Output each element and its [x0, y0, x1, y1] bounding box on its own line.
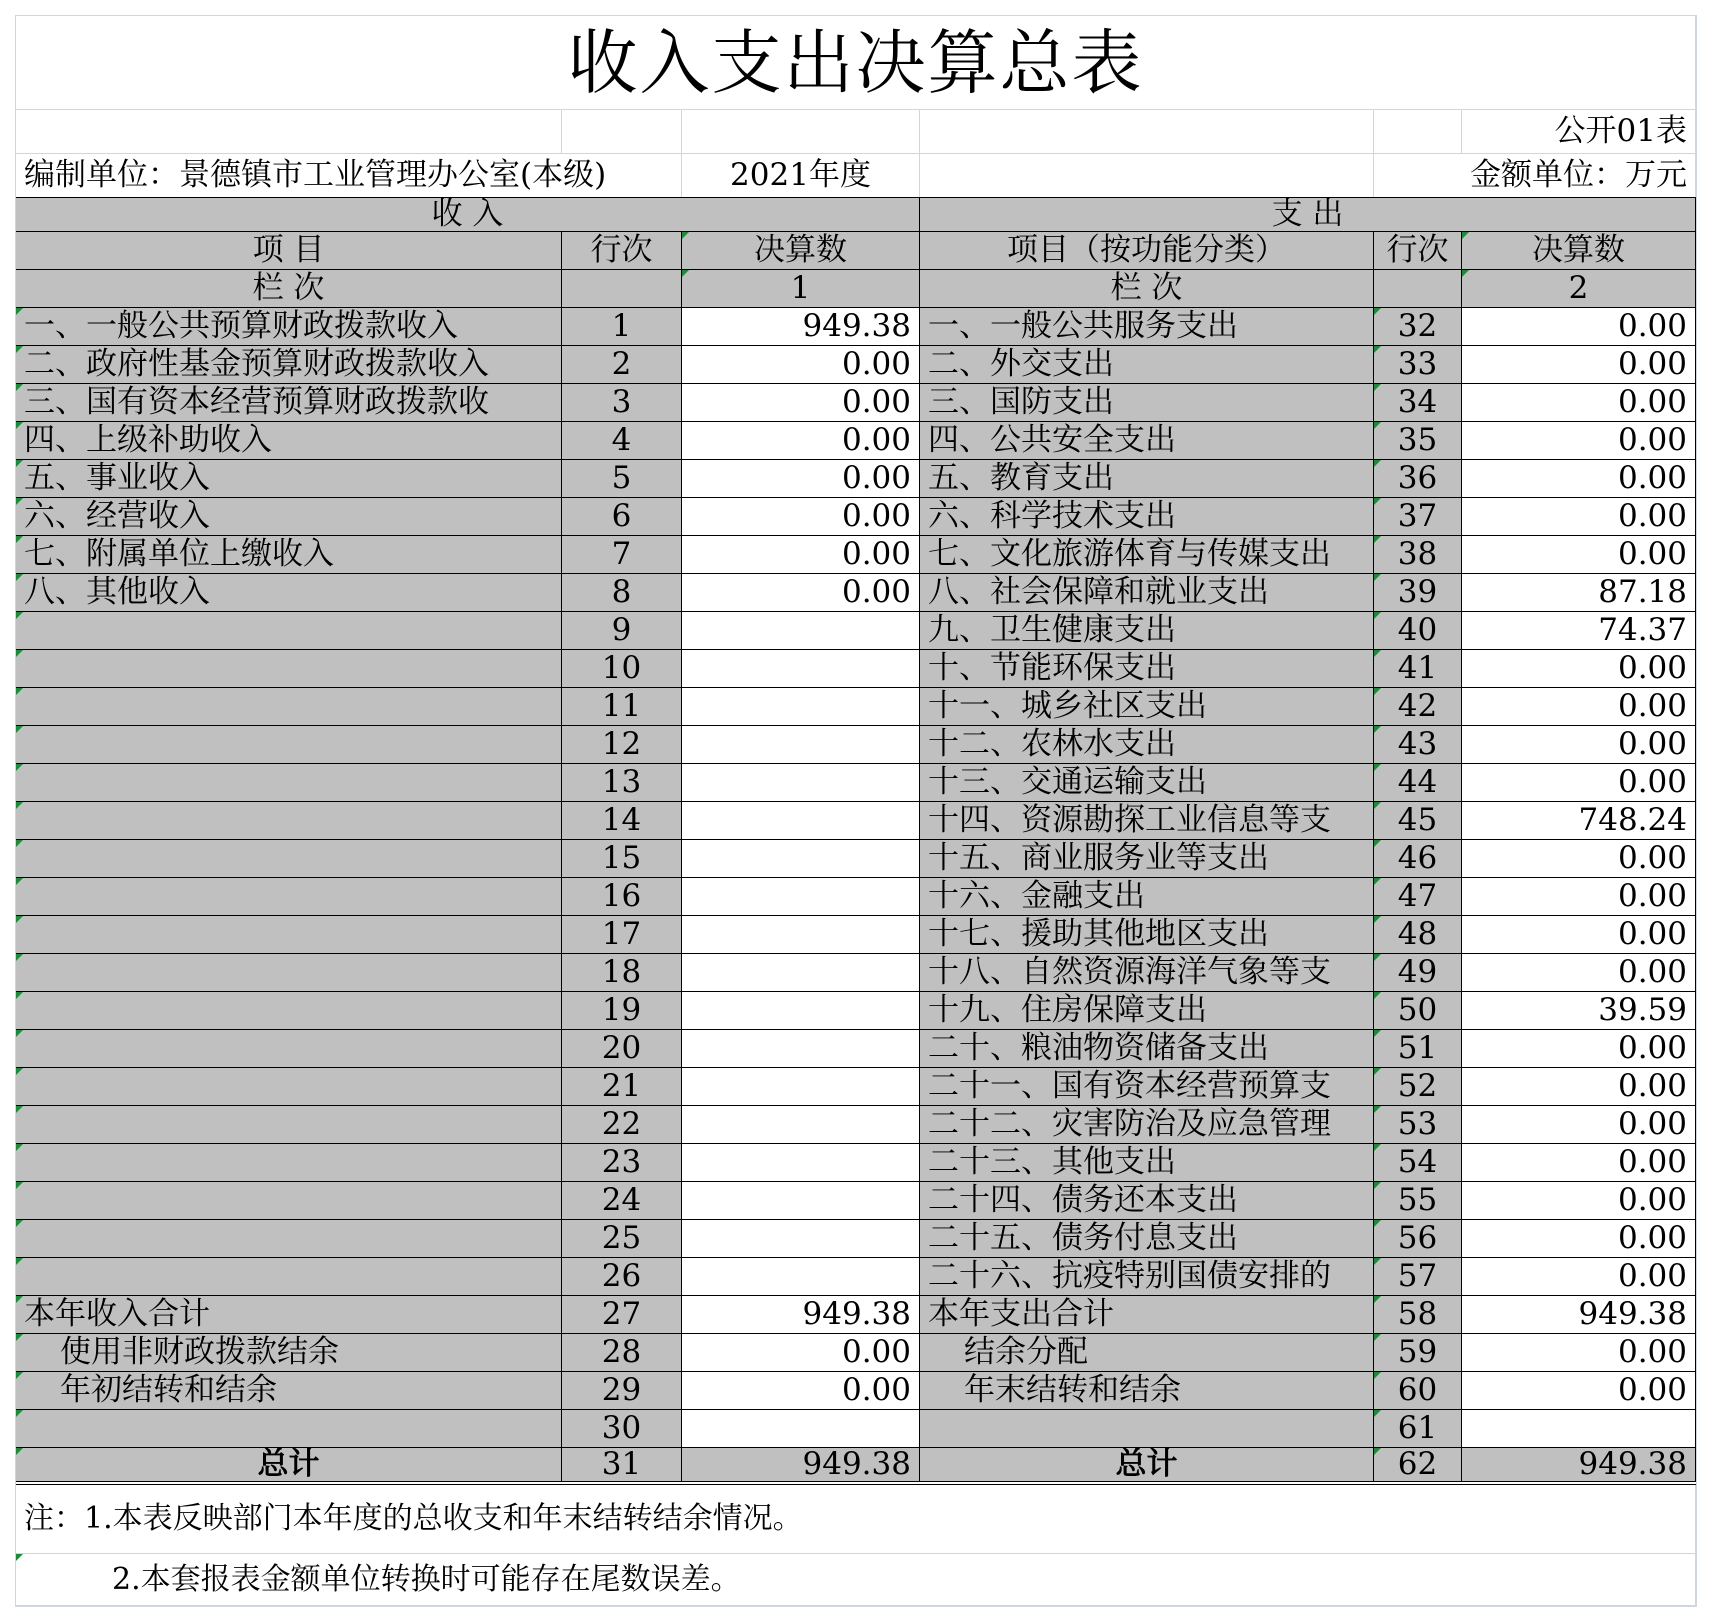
expense-row-no-cell: 49	[1374, 954, 1462, 992]
page-title: 收入支出决算总表	[16, 16, 1696, 110]
expense-amount-cell: 0.00	[1462, 840, 1696, 878]
expense-amount-cell: 0.00	[1462, 460, 1696, 498]
income-row-no-cell: 14	[562, 802, 682, 840]
income-item-cell	[16, 726, 562, 764]
income-row-no-cell: 28	[562, 1334, 682, 1372]
expense-row-no-cell: 34	[1374, 384, 1462, 422]
expense-item-cell: 二十一、国有资本经营预算支	[920, 1068, 1374, 1106]
form-number: 公开01表	[1462, 110, 1696, 154]
expense-item-cell: 三、国防支出	[920, 384, 1374, 422]
income-amount-cell: 949.38	[682, 1448, 920, 1482]
expense-row-no-cell: 44	[1374, 764, 1462, 802]
income-item-cell: 总计	[16, 1448, 562, 1482]
expense-amount-cell: 39.59	[1462, 992, 1696, 1030]
expense-amount-cell: 0.00	[1462, 1144, 1696, 1182]
income-row-no-cell: 5	[562, 460, 682, 498]
expense-item-cell: 一、一般公共服务支出	[920, 308, 1374, 346]
income-item-cell	[16, 802, 562, 840]
blank-cell	[682, 110, 920, 154]
expense-amount-cell: 0.00	[1462, 878, 1696, 916]
income-amount-cell	[682, 688, 920, 726]
expense-item-cell: 十一、城乡社区支出	[920, 688, 1374, 726]
income-item-cell	[16, 1030, 562, 1068]
income-item-cell	[16, 1068, 562, 1106]
expense-amount-header: 决算数	[1462, 232, 1696, 270]
income-amount-cell: 0.00	[682, 498, 920, 536]
income-amount-cell	[682, 954, 920, 992]
income-item-cell	[16, 650, 562, 688]
expense-amount-cell: 0.00	[1462, 536, 1696, 574]
expense-row-no-cell: 39	[1374, 574, 1462, 612]
income-row-no-cell: 12	[562, 726, 682, 764]
blank-cell	[920, 154, 1374, 198]
income-amount-cell	[682, 650, 920, 688]
income-item-cell: 三、国有资本经营预算财政拨款收	[16, 384, 562, 422]
expense-item-cell: 五、教育支出	[920, 460, 1374, 498]
income-amount-cell	[682, 1410, 920, 1448]
expense-row-no-cell: 62	[1374, 1448, 1462, 1482]
expense-amount-cell: 0.00	[1462, 1182, 1696, 1220]
expense-item-cell: 总计	[920, 1448, 1374, 1482]
expense-amount-cell: 0.00	[1462, 1220, 1696, 1258]
income-item-cell: 六、经营收入	[16, 498, 562, 536]
expense-item-cell: 二十五、债务付息支出	[920, 1220, 1374, 1258]
expense-item-cell: 十、节能环保支出	[920, 650, 1374, 688]
expense-amount-cell: 748.24	[1462, 802, 1696, 840]
expense-amount-cell: 0.00	[1462, 1068, 1696, 1106]
income-row-no-cell: 13	[562, 764, 682, 802]
income-item-cell	[16, 1410, 562, 1448]
expense-amount-cell: 0.00	[1462, 1334, 1696, 1372]
income-row-no-cell: 6	[562, 498, 682, 536]
income-row-no-cell: 15	[562, 840, 682, 878]
income-column-index-label: 栏 次	[16, 270, 562, 308]
expense-row-no-cell: 48	[1374, 916, 1462, 954]
income-amount-cell	[682, 1182, 920, 1220]
expense-item-cell: 十九、住房保障支出	[920, 992, 1374, 1030]
income-row-no-cell: 20	[562, 1030, 682, 1068]
income-item-cell	[16, 612, 562, 650]
expense-row-no-cell: 38	[1374, 536, 1462, 574]
expense-row-no-cell: 56	[1374, 1220, 1462, 1258]
income-amount-cell	[682, 1144, 920, 1182]
income-row-no-cell: 31	[562, 1448, 682, 1482]
expense-row-no-cell: 53	[1374, 1106, 1462, 1144]
expense-item-cell: 十八、自然资源海洋气象等支	[920, 954, 1374, 992]
income-amount-cell: 0.00	[682, 1334, 920, 1372]
expense-row-no-cell: 37	[1374, 498, 1462, 536]
expense-item-cell: 十七、援助其他地区支出	[920, 916, 1374, 954]
expense-amount-cell: 0.00	[1462, 954, 1696, 992]
expense-section-header: 支 出	[920, 198, 1696, 232]
note-1: 注：1.本表反映部门本年度的总收支和年末结转结余情况。	[16, 1484, 1696, 1554]
expense-amount-cell: 0.00	[1462, 1030, 1696, 1068]
income-amount-cell: 0.00	[682, 346, 920, 384]
income-row-no-cell: 10	[562, 650, 682, 688]
income-amount-cell: 949.38	[682, 308, 920, 346]
expense-amount-cell: 949.38	[1462, 1448, 1696, 1482]
income-amount-cell: 0.00	[682, 384, 920, 422]
income-item-cell	[16, 992, 562, 1030]
expense-amount-cell: 0.00	[1462, 1106, 1696, 1144]
expense-row-no-cell: 33	[1374, 346, 1462, 384]
expense-row-no-cell: 59	[1374, 1334, 1462, 1372]
blank-cell	[562, 110, 682, 154]
expense-item-cell: 十四、资源勘探工业信息等支	[920, 802, 1374, 840]
expense-row-no-cell: 41	[1374, 650, 1462, 688]
expense-item-cell	[920, 1410, 1374, 1448]
income-amount-cell: 0.00	[682, 1372, 920, 1410]
income-amount-cell	[682, 726, 920, 764]
expense-row-no-cell: 60	[1374, 1372, 1462, 1410]
income-amount-cell	[682, 916, 920, 954]
income-amount-cell: 0.00	[682, 574, 920, 612]
expense-item-cell: 十二、农林水支出	[920, 726, 1374, 764]
income-row-no-cell: 27	[562, 1296, 682, 1334]
income-item-cell	[16, 840, 562, 878]
income-item-cell: 本年收入合计	[16, 1296, 562, 1334]
expense-row-no-cell: 42	[1374, 688, 1462, 726]
income-amount-cell	[682, 764, 920, 802]
income-item-cell: 二、政府性基金预算财政拨款收入	[16, 346, 562, 384]
income-amount-cell: 949.38	[682, 1296, 920, 1334]
expense-row-no-cell: 54	[1374, 1144, 1462, 1182]
income-amount-cell	[682, 992, 920, 1030]
expense-amount-cell: 0.00	[1462, 1258, 1696, 1296]
blank-cell	[1374, 110, 1462, 154]
expense-row-no-cell: 57	[1374, 1258, 1462, 1296]
income-amount-cell	[682, 1030, 920, 1068]
income-amount-cell	[682, 1220, 920, 1258]
expense-row-no-cell: 55	[1374, 1182, 1462, 1220]
income-row-no-cell: 25	[562, 1220, 682, 1258]
income-amount-cell	[682, 1068, 920, 1106]
expense-amount-cell: 0.00	[1462, 916, 1696, 954]
expense-item-cell: 六、科学技术支出	[920, 498, 1374, 536]
expense-row-no-cell: 51	[1374, 1030, 1462, 1068]
expense-amount-cell: 0.00	[1462, 1372, 1696, 1410]
expense-row-no-cell: 58	[1374, 1296, 1462, 1334]
expense-row-no-cell: 46	[1374, 840, 1462, 878]
income-item-cell	[16, 1220, 562, 1258]
income-row-no-cell: 21	[562, 1068, 682, 1106]
expense-item-header: 项目（按功能分类）	[920, 232, 1374, 270]
income-amount-cell	[682, 802, 920, 840]
expense-column-index-blank	[1374, 270, 1462, 308]
expense-amount-cell: 0.00	[1462, 726, 1696, 764]
income-item-cell: 四、上级补助收入	[16, 422, 562, 460]
income-amount-cell	[682, 612, 920, 650]
income-row-no-cell: 29	[562, 1372, 682, 1410]
income-item-cell	[16, 878, 562, 916]
expense-row-no-cell: 45	[1374, 802, 1462, 840]
fiscal-year: 2021年度	[682, 154, 920, 198]
expense-amount-cell: 0.00	[1462, 650, 1696, 688]
income-row-no-cell: 1	[562, 308, 682, 346]
expense-column-index-label: 栏 次	[920, 270, 1374, 308]
income-amount-cell: 0.00	[682, 422, 920, 460]
income-amount-cell	[682, 1258, 920, 1296]
expense-item-cell: 二十二、灾害防治及应急管理	[920, 1106, 1374, 1144]
expense-amount-cell: 0.00	[1462, 688, 1696, 726]
income-item-header: 项 目	[16, 232, 562, 270]
expense-item-cell: 十三、交通运输支出	[920, 764, 1374, 802]
expense-row-no-cell: 61	[1374, 1410, 1462, 1448]
income-row-no-cell: 11	[562, 688, 682, 726]
income-amount-cell: 0.00	[682, 460, 920, 498]
expense-item-cell: 二十三、其他支出	[920, 1144, 1374, 1182]
expense-amount-cell: 0.00	[1462, 384, 1696, 422]
expense-row-no-cell: 52	[1374, 1068, 1462, 1106]
expense-amount-cell: 74.37	[1462, 612, 1696, 650]
expense-item-cell: 十五、商业服务业等支出	[920, 840, 1374, 878]
income-item-cell	[16, 1258, 562, 1296]
income-row-no-cell: 19	[562, 992, 682, 1030]
expense-amount-cell: 0.00	[1462, 422, 1696, 460]
expense-amount-cell: 0.00	[1462, 498, 1696, 536]
income-column-index-1: 1	[682, 270, 920, 308]
income-row-no-cell: 16	[562, 878, 682, 916]
income-amount-header: 决算数	[682, 232, 920, 270]
income-row-no-cell: 23	[562, 1144, 682, 1182]
expense-item-cell: 年末结转和结余	[920, 1372, 1374, 1410]
expense-column-index-2: 2	[1462, 270, 1696, 308]
income-row-no-cell: 9	[562, 612, 682, 650]
income-item-cell	[16, 916, 562, 954]
expense-item-cell: 本年支出合计	[920, 1296, 1374, 1334]
note-2: 2.本套报表金额单位转换时可能存在尾数误差。	[16, 1554, 1696, 1606]
expense-item-cell: 二十四、债务还本支出	[920, 1182, 1374, 1220]
income-item-cell: 使用非财政拨款结余	[16, 1334, 562, 1372]
expense-item-cell: 二十六、抗疫特别国债安排的	[920, 1258, 1374, 1296]
income-item-cell: 五、事业收入	[16, 460, 562, 498]
income-section-header: 收 入	[16, 198, 920, 232]
income-row-no-cell: 17	[562, 916, 682, 954]
income-item-cell	[16, 1144, 562, 1182]
income-row-no-cell: 22	[562, 1106, 682, 1144]
expense-amount-cell: 0.00	[1462, 764, 1696, 802]
amount-unit: 金额单位：万元	[1374, 154, 1696, 198]
income-item-cell: 年初结转和结余	[16, 1372, 562, 1410]
income-row-no-cell: 2	[562, 346, 682, 384]
expense-row-no-cell: 32	[1374, 308, 1462, 346]
compiling-unit: 编制单位：景德镇市工业管理办公室(本级)	[16, 154, 682, 198]
income-row-no-cell: 4	[562, 422, 682, 460]
income-item-cell: 七、附属单位上缴收入	[16, 536, 562, 574]
income-item-cell	[16, 1182, 562, 1220]
expense-amount-cell	[1462, 1410, 1696, 1448]
expense-row-no-cell: 47	[1374, 878, 1462, 916]
expense-item-cell: 十六、金融支出	[920, 878, 1374, 916]
income-item-cell	[16, 764, 562, 802]
expense-row-no-cell: 35	[1374, 422, 1462, 460]
expense-item-cell: 八、社会保障和就业支出	[920, 574, 1374, 612]
income-item-cell	[16, 954, 562, 992]
income-item-cell	[16, 1106, 562, 1144]
income-amount-cell	[682, 840, 920, 878]
income-row-no-cell: 24	[562, 1182, 682, 1220]
income-row-no-cell: 30	[562, 1410, 682, 1448]
expense-item-cell: 结余分配	[920, 1334, 1374, 1372]
expense-amount-cell: 87.18	[1462, 574, 1696, 612]
expense-amount-cell: 949.38	[1462, 1296, 1696, 1334]
expense-row-no-cell: 40	[1374, 612, 1462, 650]
expense-item-cell: 七、文化旅游体育与传媒支出	[920, 536, 1374, 574]
expense-row-no-cell: 36	[1374, 460, 1462, 498]
income-row-no-cell: 7	[562, 536, 682, 574]
expense-row-no-cell: 50	[1374, 992, 1462, 1030]
blank-cell	[16, 110, 562, 154]
income-row-no-cell: 18	[562, 954, 682, 992]
expense-row-no-cell: 43	[1374, 726, 1462, 764]
income-item-cell: 一、一般公共预算财政拨款收入	[16, 308, 562, 346]
expense-amount-cell: 0.00	[1462, 308, 1696, 346]
expense-amount-cell: 0.00	[1462, 346, 1696, 384]
expense-row-no-header: 行次	[1374, 232, 1462, 270]
expense-item-cell: 二、外交支出	[920, 346, 1374, 384]
expense-item-cell: 二十、粮油物资储备支出	[920, 1030, 1374, 1068]
income-amount-cell	[682, 878, 920, 916]
income-row-no-cell: 8	[562, 574, 682, 612]
income-item-cell	[16, 688, 562, 726]
income-column-index-blank	[562, 270, 682, 308]
expense-item-cell: 四、公共安全支出	[920, 422, 1374, 460]
blank-cell	[920, 110, 1374, 154]
income-amount-cell: 0.00	[682, 536, 920, 574]
income-amount-cell	[682, 1106, 920, 1144]
expense-item-cell: 九、卫生健康支出	[920, 612, 1374, 650]
income-row-no-header: 行次	[562, 232, 682, 270]
income-item-cell: 八、其他收入	[16, 574, 562, 612]
income-row-no-cell: 26	[562, 1258, 682, 1296]
income-row-no-cell: 3	[562, 384, 682, 422]
